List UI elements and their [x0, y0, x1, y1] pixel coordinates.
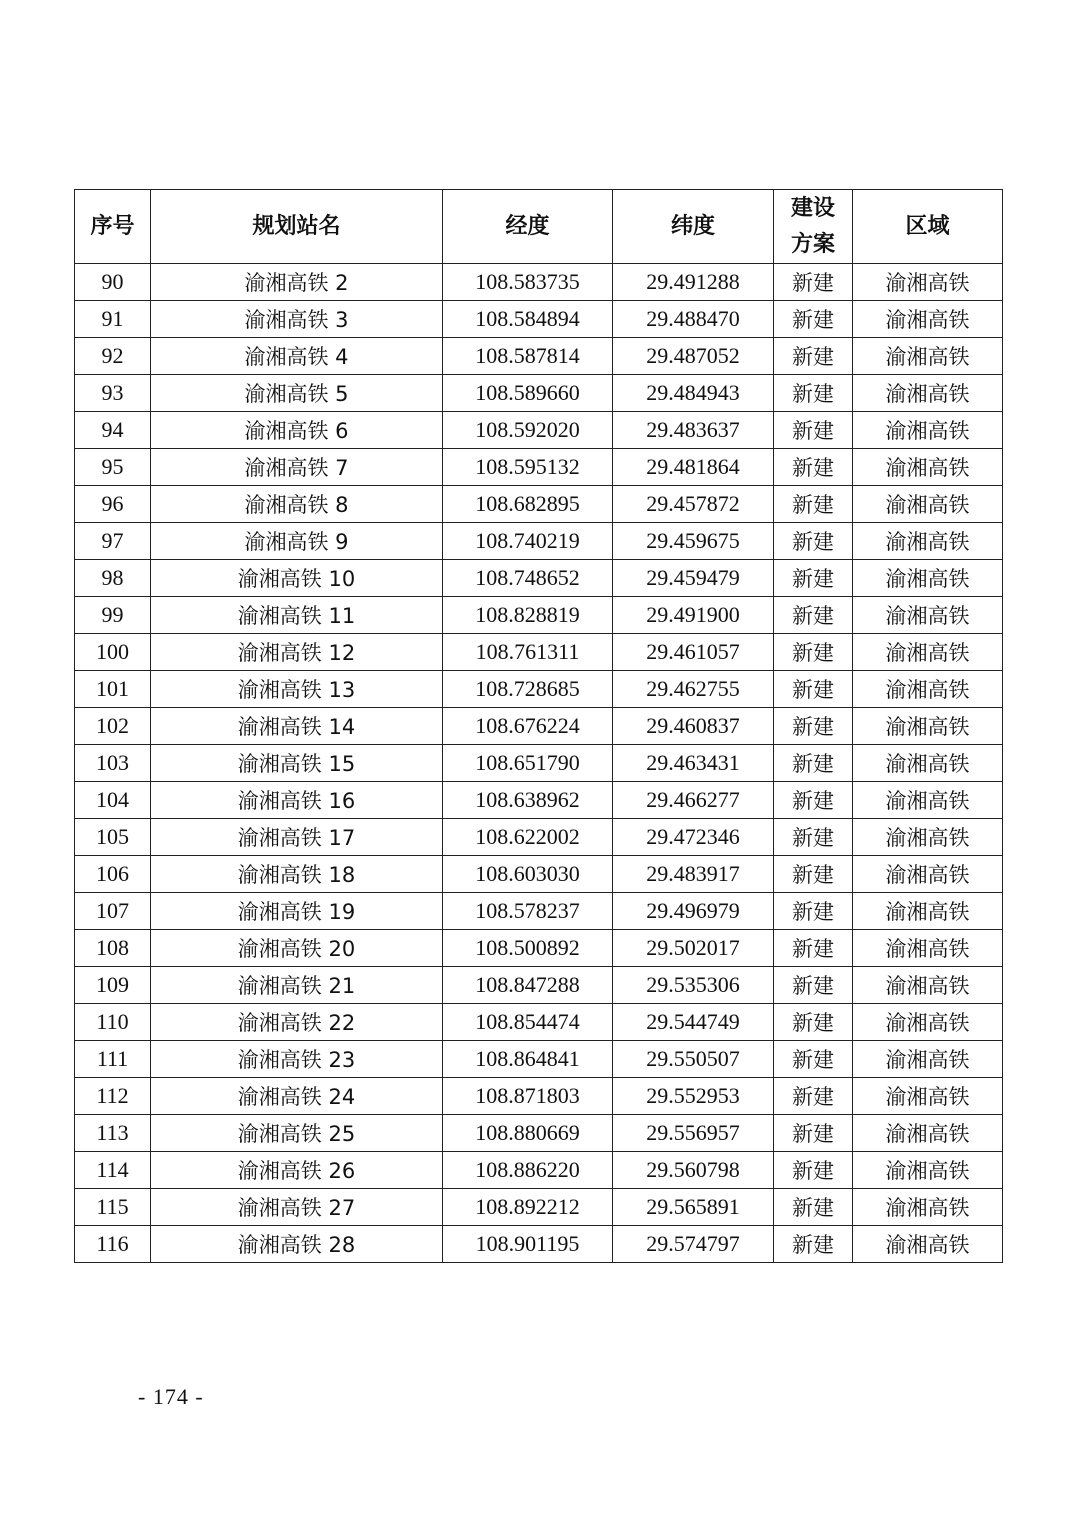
cell-region: 渝湘高铁	[853, 1152, 1003, 1189]
cell-longitude: 108.682895	[443, 486, 613, 523]
table-row	[75, 856, 1003, 893]
cell-station-name: 渝湘高铁 20	[151, 930, 443, 967]
cell-latitude: 29.496979	[613, 893, 774, 930]
cell-region: 渝湘高铁	[853, 560, 1003, 597]
cell-latitude: 29.460837	[613, 708, 774, 745]
cell-region: 渝湘高铁	[853, 1004, 1003, 1041]
cell-region: 渝湘高铁	[853, 819, 1003, 856]
cell-station-name: 渝湘高铁 11	[151, 597, 443, 634]
cell-seq: 94	[75, 412, 151, 449]
cell-latitude: 29.457872	[613, 486, 774, 523]
cell-region: 渝湘高铁	[853, 523, 1003, 560]
cell-longitude: 108.622002	[443, 819, 613, 856]
cell-latitude: 29.574797	[613, 1226, 774, 1263]
cell-longitude: 108.901195	[443, 1226, 613, 1263]
cell-latitude: 29.502017	[613, 930, 774, 967]
cell-station-name: 渝湘高铁 10	[151, 560, 443, 597]
station-table	[74, 189, 1003, 1263]
table-row	[75, 930, 1003, 967]
cell-station-name: 渝湘高铁 27	[151, 1189, 443, 1226]
cell-seq: 104	[75, 782, 151, 819]
cell-build-plan: 新建	[774, 523, 853, 560]
cell-build-plan: 新建	[774, 1152, 853, 1189]
cell-build-plan: 新建	[774, 1226, 853, 1263]
cell-region: 渝湘高铁	[853, 967, 1003, 1004]
cell-latitude: 29.560798	[613, 1152, 774, 1189]
cell-station-name: 渝湘高铁 8	[151, 486, 443, 523]
cell-seq: 116	[75, 1226, 151, 1263]
cell-latitude: 29.488470	[613, 301, 774, 338]
cell-region: 渝湘高铁	[853, 597, 1003, 634]
cell-build-plan: 新建	[774, 745, 853, 782]
table-row	[75, 782, 1003, 819]
cell-station-name: 渝湘高铁 17	[151, 819, 443, 856]
cell-latitude: 29.491900	[613, 597, 774, 634]
cell-station-name: 渝湘高铁 25	[151, 1115, 443, 1152]
cell-seq: 112	[75, 1078, 151, 1115]
header-build-plan-line1: 建设	[790, 195, 835, 221]
cell-latitude: 29.550507	[613, 1041, 774, 1078]
header-build-plan-line2: 方案	[790, 231, 835, 257]
table-row	[75, 449, 1003, 486]
table-row	[75, 1078, 1003, 1115]
cell-build-plan: 新建	[774, 301, 853, 338]
table-row	[75, 745, 1003, 782]
cell-region: 渝湘高铁	[853, 671, 1003, 708]
cell-latitude: 29.552953	[613, 1078, 774, 1115]
cell-latitude: 29.466277	[613, 782, 774, 819]
cell-seq: 109	[75, 967, 151, 1004]
cell-latitude: 29.565891	[613, 1189, 774, 1226]
cell-region: 渝湘高铁	[853, 782, 1003, 819]
cell-seq: 100	[75, 634, 151, 671]
cell-longitude: 108.854474	[443, 1004, 613, 1041]
cell-longitude: 108.728685	[443, 671, 613, 708]
header-latitude: 纬度	[613, 190, 774, 264]
cell-build-plan: 新建	[774, 338, 853, 375]
table-row	[75, 301, 1003, 338]
cell-longitude: 108.587814	[443, 338, 613, 375]
cell-longitude: 108.603030	[443, 856, 613, 893]
cell-seq: 107	[75, 893, 151, 930]
cell-station-name: 渝湘高铁 26	[151, 1152, 443, 1189]
header-region: 区域	[853, 190, 1003, 264]
cell-longitude: 108.500892	[443, 930, 613, 967]
cell-seq: 111	[75, 1041, 151, 1078]
cell-station-name: 渝湘高铁 13	[151, 671, 443, 708]
cell-station-name: 渝湘高铁 21	[151, 967, 443, 1004]
cell-seq: 93	[75, 375, 151, 412]
cell-longitude: 108.676224	[443, 708, 613, 745]
cell-longitude: 108.864841	[443, 1041, 613, 1078]
cell-region: 渝湘高铁	[853, 449, 1003, 486]
cell-longitude: 108.638962	[443, 782, 613, 819]
cell-region: 渝湘高铁	[853, 893, 1003, 930]
cell-build-plan: 新建	[774, 1041, 853, 1078]
cell-build-plan: 新建	[774, 634, 853, 671]
cell-latitude: 29.463431	[613, 745, 774, 782]
cell-longitude: 108.847288	[443, 967, 613, 1004]
cell-latitude: 29.483917	[613, 856, 774, 893]
table-header	[75, 190, 1003, 264]
cell-build-plan: 新建	[774, 819, 853, 856]
header-seq: 序号	[75, 190, 151, 264]
cell-region: 渝湘高铁	[853, 634, 1003, 671]
cell-latitude: 29.484943	[613, 375, 774, 412]
cell-build-plan: 新建	[774, 1004, 853, 1041]
cell-region: 渝湘高铁	[853, 264, 1003, 301]
cell-latitude: 29.544749	[613, 1004, 774, 1041]
cell-build-plan: 新建	[774, 375, 853, 412]
table-row	[75, 523, 1003, 560]
cell-build-plan: 新建	[774, 708, 853, 745]
cell-longitude: 108.584894	[443, 301, 613, 338]
cell-region: 渝湘高铁	[853, 856, 1003, 893]
cell-latitude: 29.462755	[613, 671, 774, 708]
cell-region: 渝湘高铁	[853, 745, 1003, 782]
cell-seq: 99	[75, 597, 151, 634]
cell-build-plan: 新建	[774, 967, 853, 1004]
cell-station-name: 渝湘高铁 16	[151, 782, 443, 819]
table-row	[75, 412, 1003, 449]
cell-longitude: 108.589660	[443, 375, 613, 412]
cell-region: 渝湘高铁	[853, 1078, 1003, 1115]
cell-longitude: 108.595132	[443, 449, 613, 486]
cell-region: 渝湘高铁	[853, 301, 1003, 338]
cell-station-name: 渝湘高铁 9	[151, 523, 443, 560]
cell-seq: 96	[75, 486, 151, 523]
cell-station-name: 渝湘高铁 7	[151, 449, 443, 486]
table-row	[75, 893, 1003, 930]
table-row	[75, 1041, 1003, 1078]
cell-longitude: 108.748652	[443, 560, 613, 597]
cell-station-name: 渝湘高铁 15	[151, 745, 443, 782]
cell-seq: 92	[75, 338, 151, 375]
cell-longitude: 108.651790	[443, 745, 613, 782]
table-row	[75, 634, 1003, 671]
cell-station-name: 渝湘高铁 4	[151, 338, 443, 375]
table-row	[75, 1226, 1003, 1263]
cell-region: 渝湘高铁	[853, 1115, 1003, 1152]
table-row	[75, 819, 1003, 856]
header-longitude: 经度	[443, 190, 613, 264]
cell-build-plan: 新建	[774, 486, 853, 523]
cell-longitude: 108.578237	[443, 893, 613, 930]
page-number: - 174 -	[138, 1384, 204, 1409]
cell-station-name: 渝湘高铁 6	[151, 412, 443, 449]
cell-seq: 90	[75, 264, 151, 301]
table-row	[75, 671, 1003, 708]
cell-seq: 98	[75, 560, 151, 597]
cell-longitude: 108.761311	[443, 634, 613, 671]
cell-region: 渝湘高铁	[853, 1189, 1003, 1226]
cell-latitude: 29.459479	[613, 560, 774, 597]
cell-seq: 97	[75, 523, 151, 560]
cell-station-name: 渝湘高铁 24	[151, 1078, 443, 1115]
cell-station-name: 渝湘高铁 23	[151, 1041, 443, 1078]
table-row	[75, 1115, 1003, 1152]
table-row	[75, 708, 1003, 745]
cell-longitude: 108.828819	[443, 597, 613, 634]
table-row	[75, 338, 1003, 375]
header-row	[75, 190, 1003, 264]
header-build-plan	[774, 190, 853, 264]
table-row	[75, 967, 1003, 1004]
table-row	[75, 1152, 1003, 1189]
table-row	[75, 1189, 1003, 1226]
cell-seq: 115	[75, 1189, 151, 1226]
cell-station-name: 渝湘高铁 2	[151, 264, 443, 301]
cell-longitude: 108.871803	[443, 1078, 613, 1115]
cell-region: 渝湘高铁	[853, 412, 1003, 449]
cell-longitude: 108.740219	[443, 523, 613, 560]
cell-station-name: 渝湘高铁 14	[151, 708, 443, 745]
cell-longitude: 108.886220	[443, 1152, 613, 1189]
cell-region: 渝湘高铁	[853, 930, 1003, 967]
cell-seq: 101	[75, 671, 151, 708]
table-row	[75, 264, 1003, 301]
cell-station-name: 渝湘高铁 5	[151, 375, 443, 412]
cell-seq: 108	[75, 930, 151, 967]
cell-region: 渝湘高铁	[853, 486, 1003, 523]
cell-latitude: 29.535306	[613, 967, 774, 1004]
cell-build-plan: 新建	[774, 1115, 853, 1152]
table-row	[75, 1004, 1003, 1041]
cell-latitude: 29.461057	[613, 634, 774, 671]
table-row	[75, 375, 1003, 412]
cell-longitude: 108.892212	[443, 1189, 613, 1226]
cell-build-plan: 新建	[774, 449, 853, 486]
cell-seq: 102	[75, 708, 151, 745]
cell-region: 渝湘高铁	[853, 1041, 1003, 1078]
cell-build-plan: 新建	[774, 671, 853, 708]
cell-build-plan: 新建	[774, 597, 853, 634]
cell-longitude: 108.880669	[443, 1115, 613, 1152]
header-station-name: 规划站名	[151, 190, 443, 264]
table-row	[75, 597, 1003, 634]
cell-seq: 110	[75, 1004, 151, 1041]
cell-region: 渝湘高铁	[853, 708, 1003, 745]
cell-seq: 91	[75, 301, 151, 338]
cell-station-name: 渝湘高铁 19	[151, 893, 443, 930]
cell-seq: 95	[75, 449, 151, 486]
cell-build-plan: 新建	[774, 856, 853, 893]
cell-latitude: 29.459675	[613, 523, 774, 560]
cell-station-name: 渝湘高铁 22	[151, 1004, 443, 1041]
cell-longitude: 108.583735	[443, 264, 613, 301]
cell-region: 渝湘高铁	[853, 375, 1003, 412]
cell-latitude: 29.491288	[613, 264, 774, 301]
cell-build-plan: 新建	[774, 930, 853, 967]
cell-build-plan: 新建	[774, 1189, 853, 1226]
cell-build-plan: 新建	[774, 782, 853, 819]
cell-station-name: 渝湘高铁 28	[151, 1226, 443, 1263]
table-body	[75, 264, 1003, 1263]
table-row	[75, 560, 1003, 597]
cell-region: 渝湘高铁	[853, 338, 1003, 375]
cell-latitude: 29.481864	[613, 449, 774, 486]
cell-longitude: 108.592020	[443, 412, 613, 449]
cell-region: 渝湘高铁	[853, 1226, 1003, 1263]
cell-station-name: 渝湘高铁 12	[151, 634, 443, 671]
cell-build-plan: 新建	[774, 893, 853, 930]
cell-build-plan: 新建	[774, 264, 853, 301]
cell-station-name: 渝湘高铁 18	[151, 856, 443, 893]
cell-seq: 106	[75, 856, 151, 893]
cell-seq: 113	[75, 1115, 151, 1152]
cell-build-plan: 新建	[774, 412, 853, 449]
cell-latitude: 29.483637	[613, 412, 774, 449]
cell-build-plan: 新建	[774, 560, 853, 597]
cell-latitude: 29.556957	[613, 1115, 774, 1152]
cell-latitude: 29.472346	[613, 819, 774, 856]
cell-seq: 105	[75, 819, 151, 856]
cell-build-plan: 新建	[774, 1078, 853, 1115]
table-row	[75, 486, 1003, 523]
cell-seq: 103	[75, 745, 151, 782]
cell-seq: 114	[75, 1152, 151, 1189]
cell-latitude: 29.487052	[613, 338, 774, 375]
cell-station-name: 渝湘高铁 3	[151, 301, 443, 338]
